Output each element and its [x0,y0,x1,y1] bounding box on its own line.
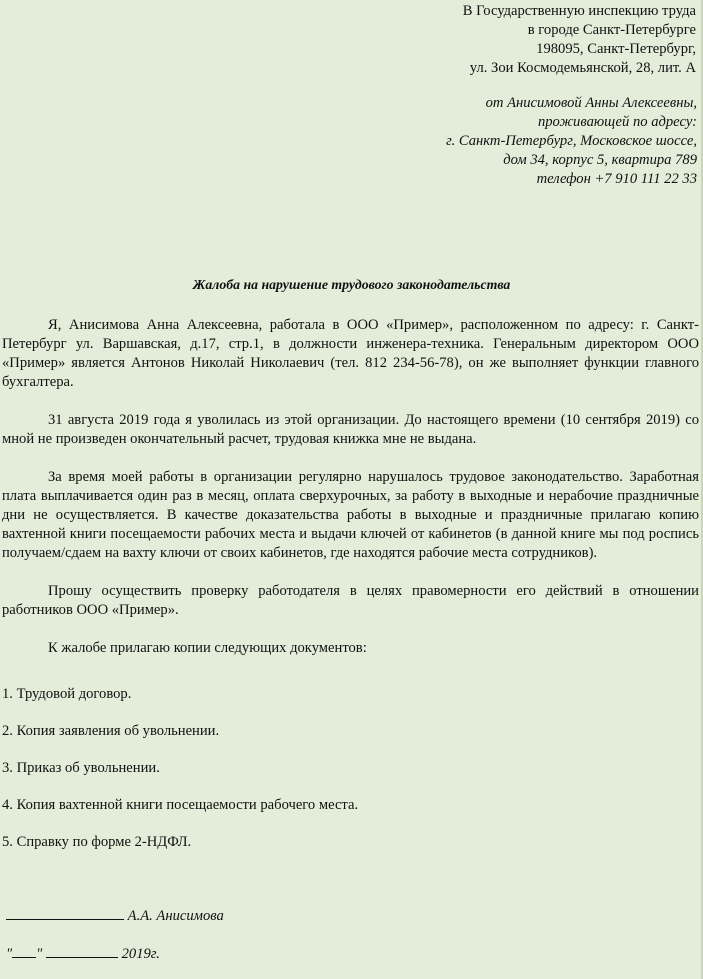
day-blank [12,943,36,958]
paragraph-attachments-intro: К жалобе прилагаю копии следующих документов: [48,640,367,656]
date-year: 2019г. [121,946,160,962]
paragraph-violations: За время моей работы в организации регулярно нарушалось трудовое законодательство. Заработная плата выплачивается один раз в месяц, оплата сверхурочных, за работу в выходные и нерабочие праздничные дни не осуществляется. В качестве доказательства работы в выходные и праздничные прилагаю копию вахтенной книги посещаемости рабочих места и выдачи ключей от кабинетов (в данной книге мы под роспись получаем/сдаем на вахту ключи от своих кабинетов, где находятся рабочие места сотрудников). [2,469,699,561]
document-title: Жалоба на нарушение трудового законодательства [192,277,511,292]
signature-blank [6,905,124,920]
sender-line: дом 34, корпус 5, квартира 789 [503,152,697,168]
complaint-body [2,316,699,677]
paragraph-request: Прошу осуществить проверку работодателя в целях правомерности его действий в отношении работников ООО «Пример». [2,583,699,618]
sender-line: проживающей по адресу: [537,114,697,130]
list-item: 5. Справку по форме 2-НДФЛ. [2,834,192,850]
list-item: 2. Копия заявления об увольнении. [2,723,220,739]
paragraph-dismissal: 31 августа 2019 года я уволилась из этой организации. До настоящего времени (10 сентября 2019) со мной не произведен окончательный расчет, трудовая книжка мне не выдана. [2,412,699,447]
addressee-line: В Государственную инспекцию труда [462,3,696,19]
date-quote-open: " [6,946,13,962]
list-item: 4. Копия вахтенной книги посещаемости рабочего места. [2,797,359,813]
addressee-line: ул. Зои Космодемьянской, 28, лит. А [469,60,696,76]
sender-line: телефон +7 910 111 22 33 [536,171,697,187]
paragraph-employment: Я, Анисимова Анна Алексеевна, работала в ООО «Пример», расположенном по адресу: г. Санкт-Петербург ул. Варшавская, д.17, стр.1, в должности инженера-техника. Генеральным директором ООО «Пример» является Антонов Николай Николаевич (тел. 812 234-56-78), он же выполняет функции главного бухгалтера. [2,317,699,390]
signature-line [6,905,224,926]
sender-block [446,94,697,189]
date-quote-close: " [36,946,43,962]
sender-line: от Анисимовой Анны Алексеевны, [485,95,697,111]
attachments-list [2,685,358,870]
signature-name: А.А. Анисимова [127,908,224,924]
addressee-line: 198095, Санкт-Петербург, [536,41,696,57]
sender-line: г. Санкт-Петербург, Московское шоссе, [446,133,697,149]
month-blank [46,943,118,958]
addressee-line: в городе Санкт-Петербурге [527,22,696,38]
date-line [6,943,160,964]
addressee-block [463,2,696,78]
list-item: 1. Трудовой договор. [2,686,132,702]
list-item: 3. Приказ об увольнении. [2,760,160,776]
